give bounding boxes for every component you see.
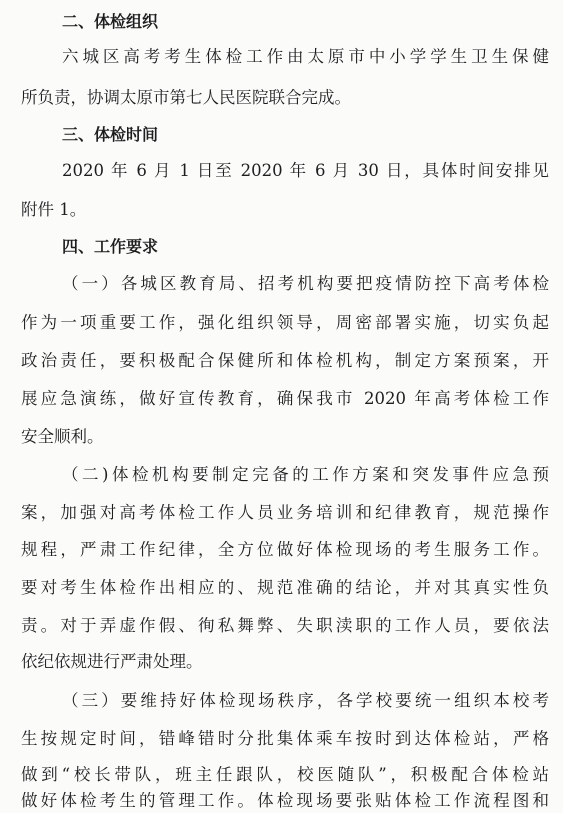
paragraph-line: 依纪依规进行严肃处理。 <box>21 652 203 671</box>
paragraph-line: （三）要维持好体检现场秩序，各学校要统一组织本校考 <box>62 691 549 710</box>
paragraph-line: 做到“校长带队，班主任跟队，校医随队”，积极配合体检站 <box>21 765 549 784</box>
paragraph-line: （一）各城区教育局、招考机构要把疫情防控下高考体检 <box>62 274 549 293</box>
paragraph-line: 作为一项重要工作，强化组织领导，周密部署实施，切实负起 <box>21 313 549 332</box>
paragraph-line: 规程，严肃工作纪律，全方位做好体检现场的考生服务工作。 <box>21 540 549 559</box>
paragraph-line: 展应急演练，做好宣传教育，确保我市 2020 年高考体检工作 <box>21 389 549 408</box>
paragraph-line: （二)体检机构要制定完备的工作方案和突发事件应急预 <box>62 465 549 484</box>
paragraph-line: 安全顺利。 <box>21 427 104 446</box>
paragraph-line: 要对考生体检作出相应的、规范准确的结论，并对其真实性负 <box>21 578 549 597</box>
paragraph-line: 责。对于弄虚作假、徇私舞弊、失职渎职的工作人员，要依法 <box>21 616 549 635</box>
paragraph-line: 六城区高考考生体检工作由太原市中小学学生卫生保健 <box>62 47 549 66</box>
paragraph-line: 做好体检考生的管理工作。体检现场要张贴体检工作流程图和 <box>21 791 549 810</box>
paragraph-line: 所负责，协调太原市第七人民医院联合完成。 <box>21 88 351 107</box>
paragraph-line: 案，加强对高考体检工作人员业务培训和纪律教育，规范操作 <box>21 503 549 522</box>
paragraph-line: 生按规定时间，错峰错时分批集体乘车按时到达体检站，严格 <box>21 729 549 748</box>
section-heading: 二、体检组织 <box>62 12 159 31</box>
paragraph-line: 2020 年 6 月 1 日至 2020 年 6 月 30 日，具体时间安排见 <box>62 161 549 180</box>
section-heading: 四、工作要求 <box>62 237 159 256</box>
section-heading: 三、体检时间 <box>62 125 159 144</box>
paragraph-line: 附件 1。 <box>21 200 87 219</box>
paragraph-line: 政治责任，要积极配合保健所和体检机构，制定方案预案，开 <box>21 351 549 370</box>
